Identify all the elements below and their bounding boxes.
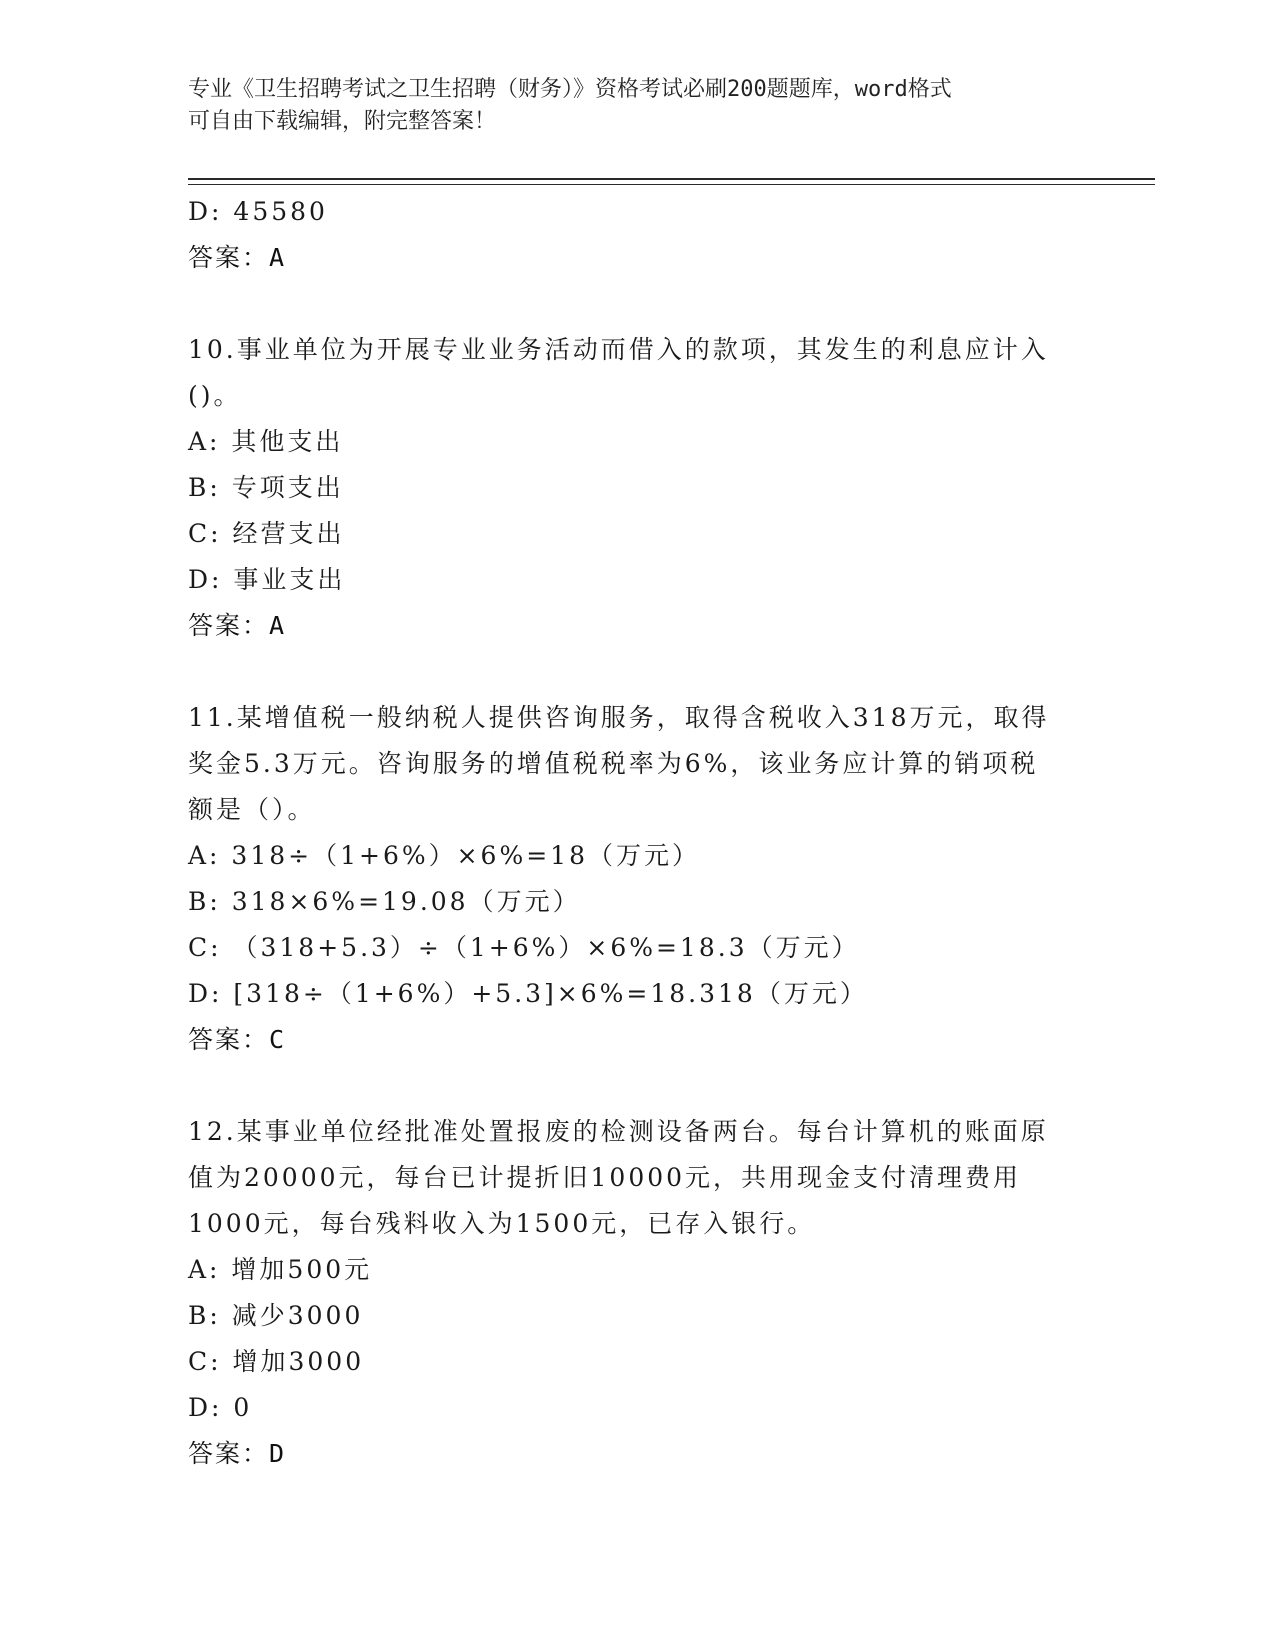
question-stem-line: 11.某增值税一般纳税人提供咨询服务，取得含税收入318万元，取得 bbox=[188, 703, 1050, 732]
question-12 bbox=[188, 1109, 1088, 1477]
answer-line: 答案：A bbox=[188, 243, 287, 272]
question-stem-line: 额是（）。 bbox=[188, 795, 316, 824]
header-title-line-1: 专业《卫生招聘考试之卫生招聘（财务）》资格考试必刷200题题库，word格式 bbox=[188, 77, 952, 102]
answer-line: 答案：C bbox=[188, 1025, 287, 1054]
option-c: C: 增加3000 bbox=[188, 1347, 365, 1376]
option-d: D: 0 bbox=[188, 1393, 253, 1422]
question-stem-line: 12.某事业单位经批准处置报废的检测设备两台。每台计算机的账面原 bbox=[188, 1117, 1049, 1146]
option-d: D: 事业支出 bbox=[188, 565, 346, 594]
option-a: A: 其他支出 bbox=[188, 427, 344, 456]
question-stem-line: 10.事业单位为开展专业业务活动而借入的款项，其发生的利息应计入 bbox=[188, 335, 1049, 364]
option-a: A: 增加500元 bbox=[188, 1255, 373, 1284]
option-d: D: 45580 bbox=[188, 197, 328, 226]
option-b: B: 专项支出 bbox=[188, 473, 344, 502]
question-stem-line: ()。 bbox=[188, 381, 242, 410]
header-divider-thick bbox=[188, 178, 1155, 180]
header-divider-thin bbox=[188, 184, 1155, 185]
spacer bbox=[188, 1063, 1088, 1109]
option-b: B: 减少3000 bbox=[188, 1301, 364, 1330]
question-stem-line: 1000元，每台残料收入为1500元，已存入银行。 bbox=[188, 1209, 816, 1238]
header-title-line-2: 可自由下载编辑，附完整答案！ bbox=[188, 109, 497, 134]
answer-line: 答案：D bbox=[188, 1439, 287, 1468]
page-header bbox=[188, 74, 1088, 138]
spacer bbox=[188, 649, 1088, 695]
question-9 bbox=[188, 189, 1088, 281]
option-a: A: 318÷（1+6%）×6%=18（万元） bbox=[188, 841, 700, 870]
question-list bbox=[188, 189, 1088, 1477]
spacer bbox=[188, 281, 1088, 327]
option-b: B: 318×6%=19.08（万元） bbox=[188, 887, 581, 916]
option-d: D: [318÷（1+6%）+5.3]×6%=18.318（万元） bbox=[188, 979, 868, 1008]
option-c: C: 经营支出 bbox=[188, 519, 345, 548]
answer-line: 答案：A bbox=[188, 611, 287, 640]
option-c: C: （318+5.3）÷（1+6%）×6%=18.3（万元） bbox=[188, 933, 860, 962]
question-10 bbox=[188, 327, 1088, 649]
question-stem-line: 值为20000元，每台已计提折旧10000元，共用现金支付清理费用 bbox=[188, 1163, 1022, 1192]
question-stem-line: 奖金5.3万元。咨询服务的增值税税率为6%，该业务应计算的销项税 bbox=[188, 749, 1039, 778]
question-11 bbox=[188, 695, 1088, 1063]
